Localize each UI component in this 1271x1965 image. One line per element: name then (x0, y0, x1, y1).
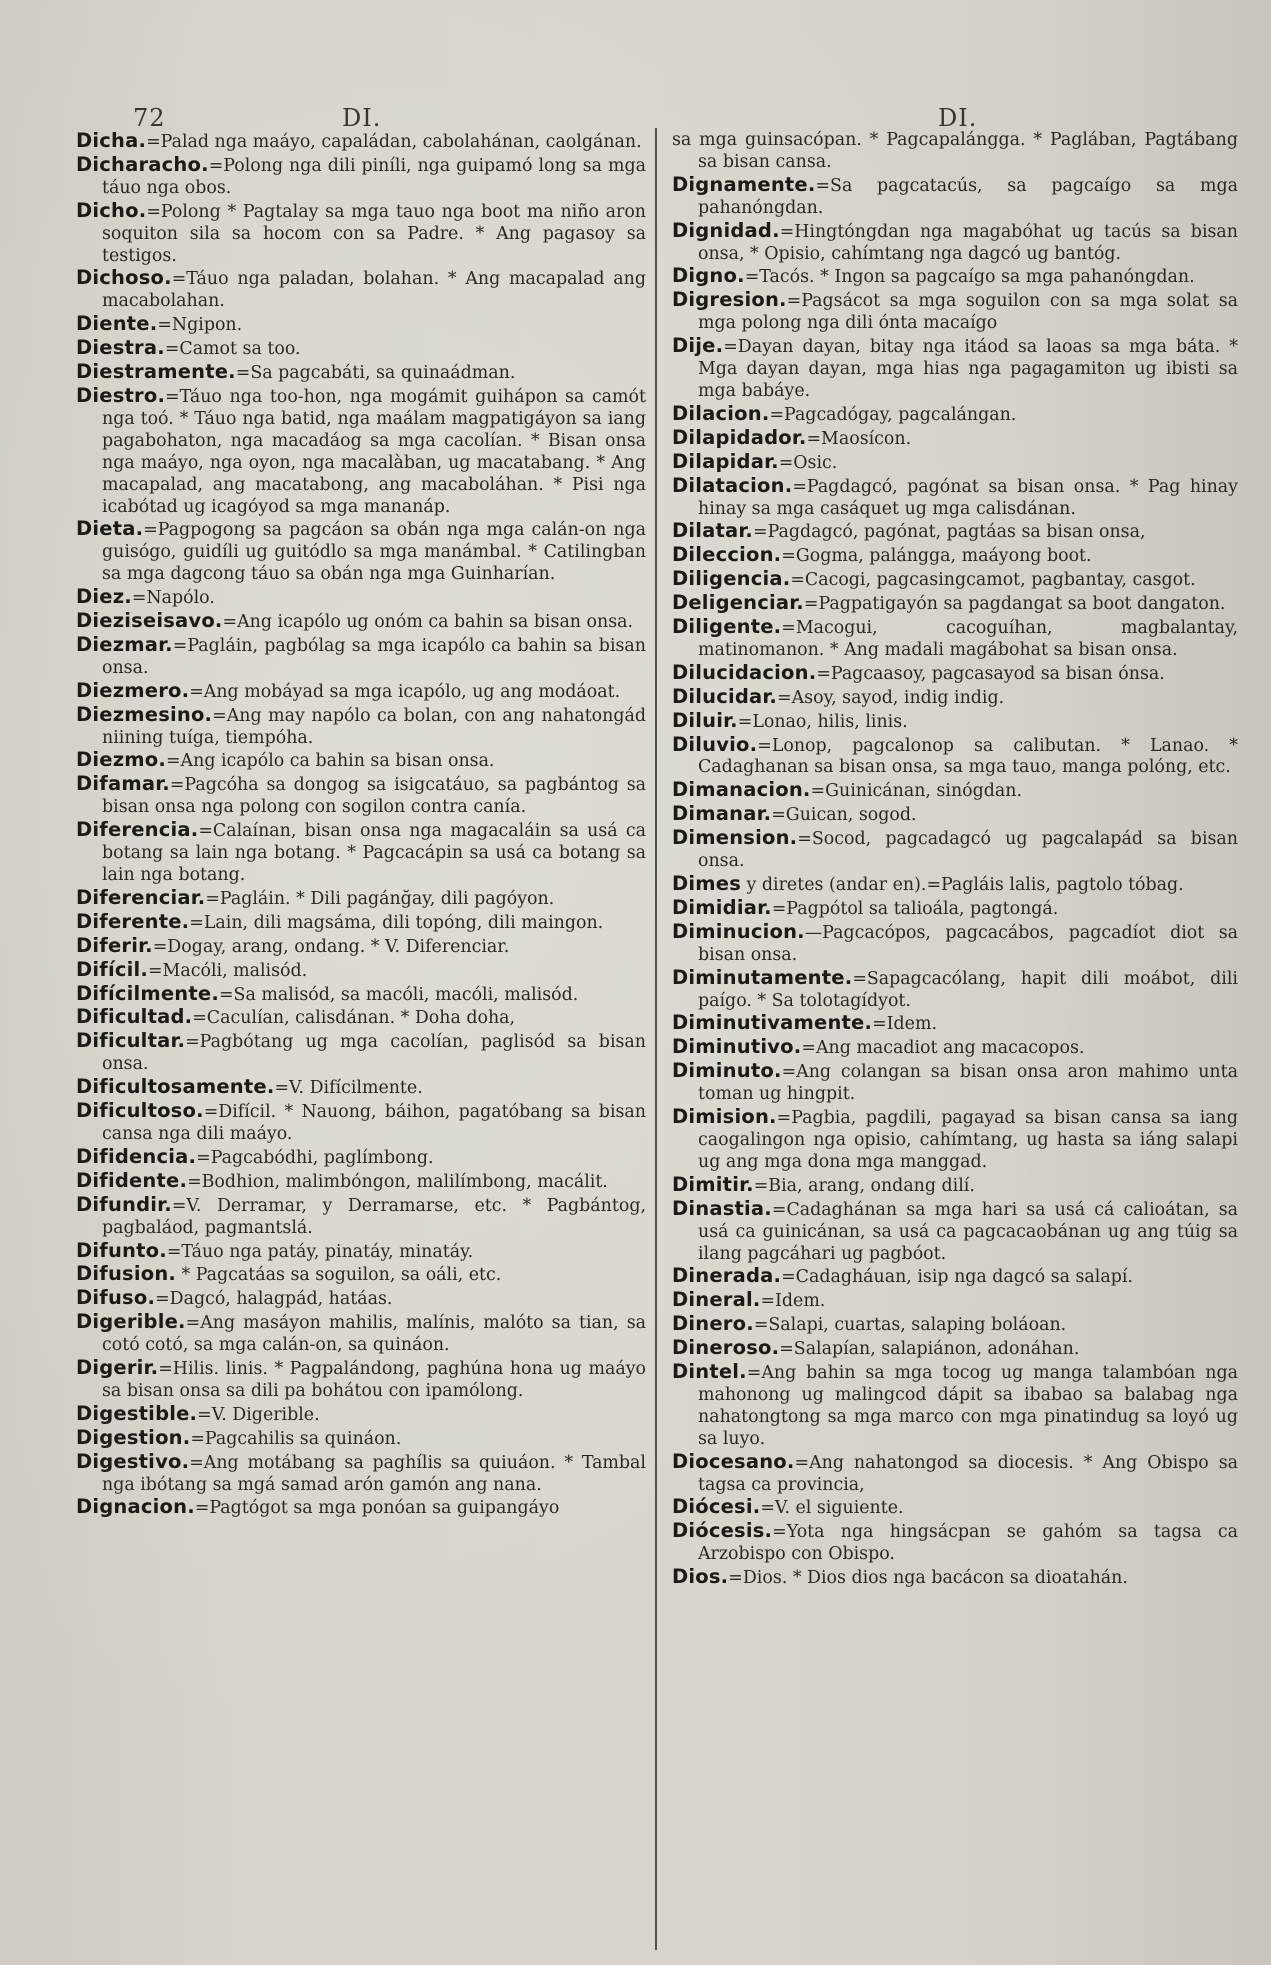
entry-definition: =Dayan dayan, bitay nga itáod sa laoas sa mga báta. * Mga dayan dayan, mga hias nga pagagamiton ug ibisti sa mga babáye. (698, 337, 1238, 401)
entry-definition: =Sa pagcatacús, sa pagcaígo sa mga pahanóngdan. (698, 175, 1238, 218)
entry-headword: Dimes (672, 872, 742, 895)
entry-headword: Diluir. (672, 708, 738, 732)
dictionary-entry (672, 779, 1238, 803)
dictionary-entry (76, 200, 646, 268)
dictionary-entry (76, 1030, 646, 1076)
dictionary-entry (76, 1146, 646, 1170)
entry-definition: =Ang icapólo ca bahin sa bisan onsa. (165, 751, 495, 772)
dictionary-entry (76, 1451, 646, 1497)
entry-definition: =Asoy, sayod, indig indig. (777, 687, 1005, 708)
dictionary-entry (672, 873, 1238, 897)
entry-headword: Difidente. (76, 1168, 188, 1192)
dictionary-entry (672, 921, 1238, 967)
entry-headword: Diminutamente. (672, 965, 853, 989)
entry-headword: Dinerada. (672, 1264, 782, 1288)
entry-headword: Digresion. (672, 288, 787, 312)
entry-definition: =Pagcaasoy, pagcasayod sa bisan ónsa. (816, 663, 1165, 684)
entry-definition: =Caculían, calisdánan. * Doha doha, (192, 1008, 516, 1029)
dictionary-entry (76, 1357, 646, 1403)
dictionary-entry (76, 773, 646, 819)
entry-definition: =Pagláin. * Dili pagánğay, dili pagóyon. (205, 888, 555, 909)
entry-headword: Dicha. (76, 129, 147, 152)
dictionary-entry (76, 887, 646, 911)
entry-definition: =Socod, pagcadagcó ug pagcalapád sa bisan onsa. (698, 829, 1238, 872)
entry-definition: =V. el siguiente. (760, 1498, 904, 1519)
entry-headword: Dimidiar. (672, 895, 772, 919)
dictionary-entry (76, 337, 646, 361)
dictionary-entry (672, 1337, 1238, 1361)
entry-headword: Diez. (76, 585, 132, 609)
dictionary-entry (672, 897, 1238, 921)
entry-definition: =Pagcóha sa dongog sa isigcatáuo, sa pagbántog sa bisan onsa nga polong con sogilon contra canía. (102, 775, 646, 818)
dictionary-entry (76, 819, 646, 887)
entry-headword: Dilatar. (672, 519, 754, 543)
entry-headword: Diezmar. (76, 632, 173, 656)
entry-definition: =Sapagcacólang, hapit dili moábot, dili paígo. * Sa tolotagídyot. (698, 968, 1238, 1011)
dictionary-entry (672, 289, 1238, 335)
entry-headword: Diestramente. (76, 360, 236, 384)
entry-definition: =Pagdagcó, pagónat sa bisan onsa. * Pag hinay hinay sa mga casáquet ug mga calisdánan. (698, 476, 1238, 519)
dictionary-entry (76, 130, 646, 154)
entry-headword: Diferenciar. (76, 885, 206, 909)
header-right: DI. (938, 104, 978, 132)
entry-definition: =Macóli, malisód. (147, 960, 308, 981)
entry-definition: =Tacós. * Ingon sa pagcaígo sa mga pahanóngdan. (744, 267, 1195, 288)
entry-headword: Diligente. (672, 615, 782, 639)
entry-headword: Dileccion. (672, 543, 782, 567)
entry-definition: =Dogay, arang, ondang. * V. Diferenciar. (152, 936, 510, 957)
entry-headword: Diferencia. (76, 818, 199, 842)
dictionary-entry (672, 1036, 1238, 1060)
entry-headword: Dilapidar. (672, 449, 779, 473)
dictionary-entry (76, 313, 646, 337)
entry-definition: =Ang macadiot ang macacopos. (801, 1038, 1085, 1059)
entry-definition: =Cadagháuan, isip nga dagcó sa salapí. (781, 1267, 1133, 1288)
entry-definition: =Calaínan, bisan onsa nga magacaláin sa usá ca botang sa lain nga botang. * Pagcacápin sa usá ca botang sa lain nga botang. (102, 821, 646, 885)
dictionary-entry (672, 1265, 1238, 1289)
entry-headword: Dintel. (672, 1360, 747, 1384)
entry-definition: =Pagcabódhi, paglímbong. (196, 1147, 434, 1168)
entry-headword: Dimanar. (672, 802, 772, 826)
entry-definition: =Táuo nga too-hon, nga mogámit guihápon sa camót nga toó. * Táuo nga batid, nga maálam magpatigáyon sa iang pagabohaton, nga macadáog sa mga cacolían. * Bisan onsa nga maáyo, nga oyon, nga macalàban, ug macatabang. * Ang macapalad, ang macatabong, ang macaboláhan. * Pisi nga icabótad ug icagóyod sa mga mananáp. (102, 386, 646, 517)
dictionary-entry (672, 1361, 1238, 1451)
entry-headword: Dieziseisavo. (76, 609, 223, 633)
header-left: DI. (342, 104, 382, 132)
entry-definition: =Lain, dili magsáma, dili topóng, dili maingon. (189, 912, 604, 933)
dictionary-entry (76, 1403, 646, 1427)
entry-definition: =Pagcahilis sa quináon. (190, 1428, 402, 1449)
entry-headword: Deligenciar. (672, 591, 804, 615)
entry-definition: =Salapi, cuartas, salaping boláoan. (753, 1315, 1067, 1336)
entry-headword: Difamar. (76, 772, 170, 796)
entry-definition: =Polong * Pagtalay sa mga tauo nga boot ma niño aron soquiton sila sa hocom con sa Padre. * Ang pagasoy sa testigos. (102, 201, 646, 266)
dictionary-entry (672, 803, 1238, 827)
dictionary-entry (76, 1076, 646, 1100)
entry-headword: Dignidad. (672, 218, 780, 242)
entry-headword: Dificultar. (76, 1029, 186, 1053)
dictionary-entry (672, 1174, 1238, 1198)
entry-definition: =Ang bahin sa mga tocog ug manga talambóan nga mahonong ug malingcod dápit sa ibabao sa balabag nga nahatongtong sa mga marco con mga pinatindug sa loyó ug sa luyo. (698, 1363, 1238, 1449)
entry-definition: =Dios. * Dios dios nga bacácon sa dioatahán. (728, 1568, 1128, 1589)
entry-definition: =Gogma, palángga, maáyong boot. (781, 546, 1092, 567)
dictionary-entry (672, 544, 1238, 568)
entry-headword: Dilucidar. (672, 684, 778, 708)
dictionary-entry (672, 174, 1238, 220)
entry-definition: =Pagláin, pagbólag sa mga icapólo ca bahin sa bisan onsa. (102, 635, 646, 678)
entry-headword: Diferente. (76, 909, 190, 933)
entry-definition: =V. Digerible. (197, 1404, 320, 1425)
dictionary-entry (76, 1006, 646, 1030)
entry-headword: Difidencia. (76, 1144, 197, 1168)
dictionary-entry (672, 662, 1238, 686)
entry-headword: Difuso. (76, 1286, 156, 1310)
entry-headword: Diminucion. (672, 919, 805, 943)
entry-headword: Digno. (672, 264, 745, 288)
entry-headword: Difundir. (76, 1192, 172, 1216)
entry-definition: =Pagbia, pagdili, pagayad sa bisan cansa sa iang caogalingon nga opisio, cahímtang, ug hasta sa iáng salapi ug ang mga dona mga manggad. (698, 1108, 1238, 1172)
entry-headword: Dilucidacion. (672, 660, 817, 684)
column-divider (655, 128, 657, 1950)
dictionary-entry (76, 361, 646, 385)
entry-headword: Diocesano. (672, 1449, 795, 1473)
entry-headword: Dineroso. (672, 1336, 780, 1360)
dictionary-entry (672, 710, 1238, 734)
entry-headword: Diferir. (76, 933, 153, 957)
dictionary-entry (76, 1263, 646, 1287)
dictionary-entry (76, 935, 646, 959)
entry-headword: Dimension. (672, 826, 798, 850)
entry-headword: Dinastia. (672, 1196, 772, 1220)
entry-definition: =Idem. (872, 1014, 937, 1035)
dictionary-entry (672, 616, 1238, 662)
entry-definition: =Bodhion, malimbóngon, malilímbong, macálit. (187, 1171, 608, 1192)
dictionary-entry (76, 634, 646, 680)
dictionary-entry (76, 1194, 646, 1240)
dictionary-entry (76, 385, 646, 518)
entry-definition: =Guican, sogod. (771, 805, 917, 826)
entry-headword: Digerible. (76, 1310, 186, 1334)
entry-definition: =Sa pagcabáti, sa quinaádman. (235, 363, 516, 384)
dictionary-entry (672, 1012, 1238, 1036)
dictionary-entry (672, 1566, 1238, 1590)
dictionary-entry (672, 1060, 1238, 1106)
dictionary-entry (76, 749, 646, 773)
entry-headword: Dije. (672, 334, 724, 358)
dictionary-entry (672, 475, 1238, 521)
entry-headword: Dificultad. (76, 1005, 193, 1029)
entry-headword: Dilapidador. (672, 425, 807, 449)
dictionary-entry (76, 1427, 646, 1451)
entry-definition: =Idem. (760, 1291, 826, 1312)
entry-definition: =Palad nga maáyo, capaládan, cabolahánan, caolgánan. (146, 132, 642, 152)
entry-headword: Dimitir. (672, 1172, 754, 1196)
dictionary-entry (76, 911, 646, 935)
entry-definition: =Ang may napólo ca bolan, con ang nahatongád niining tuíga, tiempóha. (102, 705, 646, 748)
dictionary-entry (672, 130, 1238, 174)
entry-headword: Digestion. (76, 1425, 191, 1449)
entry-definition: =Táuo nga paladan, bolahan. * Ang macapalad ang macabolahan. (102, 269, 646, 312)
entry-definition: sa mga guinsacópan. * Pagcapalángga. * Paglában, Pagtábang sa bisan cansa. (672, 130, 1238, 172)
entry-definition: =V. Derramar, y Derramarse, etc. * Pagbántog, pagbaláod, pagmantslá. (102, 1195, 646, 1238)
entry-definition: =Sa malisód, sa macóli, macóli, malisód. (218, 984, 579, 1005)
entry-definition: =Pagsácot sa mga soguilon con sa mga solat sa mga polong nga dili ónta macaígo (698, 291, 1238, 334)
entry-definition: =Ang icapólo ug onóm ca bahin sa bisan onsa. (222, 612, 634, 633)
dictionary-entry (76, 267, 646, 313)
entry-definition: =Salapían, salapiánon, adonáhan. (779, 1339, 1080, 1360)
entry-headword: Diminutivo. (672, 1035, 802, 1059)
right-column (672, 130, 1238, 1590)
entry-headword: Dichoso. (76, 266, 172, 290)
entry-definition: =Difícil. * Nauong, báihon, pagatóbang sa bisan cansa nga dili maáyo. (102, 1102, 646, 1144)
dictionary-entry (76, 586, 646, 610)
dictionary-entry (672, 1451, 1238, 1497)
entry-headword: Dificultoso. (76, 1099, 204, 1123)
entry-definition: =Napólo. (131, 588, 215, 609)
entry-headword: Diente. (76, 312, 158, 336)
entry-definition: =Pagtógot sa mga ponóan sa guipangáyo (194, 1498, 560, 1519)
entry-definition: =Pagpatigayón sa pagdangat sa boot dangaton. (803, 594, 1226, 615)
entry-headword: Diestra. (76, 336, 165, 360)
entry-definition: =Ang colangan sa bisan onsa aron mahimo unta toman ug hingpit. (698, 1062, 1238, 1105)
entry-definition: =Cadaghánan sa mga hari sa usá cá calioátan, sa usá ca guinicánan, sa usá ca pagcacaobánan ug ang túig sa ilang pagcáhari ug pagbóot. (698, 1199, 1238, 1264)
entry-headword: Dignacion. (76, 1495, 195, 1519)
entry-headword: Dinero. (672, 1312, 754, 1336)
entry-headword: Dignamente. (672, 172, 816, 196)
dictionary-entry (76, 154, 646, 200)
entry-headword: Diminutivamente. (672, 1011, 873, 1035)
dictionary-entry (76, 1240, 646, 1264)
entry-definition: =Polong nga dili piníli, nga guipamó long sa mga táuo nga obos. (102, 155, 646, 198)
entry-headword: Digerir. (76, 1356, 159, 1380)
dictionary-entry (672, 1520, 1238, 1566)
left-column (76, 130, 646, 1520)
dictionary-entry (672, 592, 1238, 616)
dictionary-entry (672, 520, 1238, 544)
dictionary-entry (76, 1170, 646, 1194)
dictionary-entry (672, 265, 1238, 289)
entry-headword: Diligencia. (672, 567, 791, 591)
entry-definition: =Hilis. linis. * Pagpalándong, paghúna hona ug maáyo sa bisan onsa sa dili pa bohátou con ipamólong. (102, 1359, 646, 1401)
entry-definition: =Camot sa too. (164, 339, 301, 360)
entry-headword: Dilacion. (672, 401, 770, 425)
entry-headword: Diezmesino. (76, 702, 213, 726)
entry-definition: =Táuo nga patáy, pinatáy, minatáy. (166, 1241, 474, 1262)
entry-definition: =Dagcó, halagpád, hatáas. (155, 1289, 393, 1310)
entry-definition: =Pagpogong sa pagcáon sa obán nga mga calán-on nga guisógo, guidíli ug guitódlo sa mga manámbal. * Catilingban sa mga dagcong táuo sa obán nga mga Guinharían. (102, 520, 646, 585)
entry-definition: =V. Difícilmente. (274, 1078, 423, 1099)
dictionary-entry (672, 335, 1238, 403)
dictionary-entry (672, 686, 1238, 710)
dictionary-entry (76, 518, 646, 586)
entry-headword: Dieta. (76, 517, 144, 541)
dictionary-entry (672, 1106, 1238, 1174)
entry-definition: =Ngipon. (157, 315, 243, 336)
entry-definition: =Cacogi, pagcasingcamot, pagbantay, casgot. (790, 570, 1196, 591)
dictionary-entry (76, 1496, 646, 1520)
dictionary-entry (672, 1313, 1238, 1337)
entry-definition: y diretes (andar en).=Pagláis lalis, pagtolo tóbag. (741, 875, 1184, 895)
entry-headword: Diestro. (76, 383, 166, 407)
dictionary-entry (76, 1100, 646, 1146)
dictionary-entry (672, 827, 1238, 873)
entry-definition: =Bia, arang, ondang dilí. (753, 1175, 975, 1196)
entry-headword: Dineral. (672, 1288, 761, 1312)
entry-definition: =Lonop, pagcalonop sa calibutan. * Lanao. * Cadaghanan sa bisan onsa, sa mga tauo, manga polóng, etc. (698, 735, 1238, 778)
entry-headword: Diócesi. (672, 1495, 761, 1519)
entry-headword: Dificultosamente. (76, 1075, 275, 1099)
dictionary-entry (672, 568, 1238, 592)
entry-headword: Dimision. (672, 1105, 777, 1129)
entry-definition: =Guinicánan, sinógdan. (810, 781, 1022, 802)
dictionary-entry (672, 1289, 1238, 1313)
entry-headword: Diluvio. (672, 732, 758, 756)
dictionary-entry (672, 967, 1238, 1013)
dictionary-entry (76, 704, 646, 750)
entry-headword: Dicharacho. (76, 152, 209, 176)
entry-definition: =Pagdagcó, pagónat, pagtáas sa bisan onsa, (753, 522, 1146, 543)
entry-headword: Difícil. (76, 957, 148, 981)
dictionary-entry (672, 734, 1238, 780)
entry-definition: =Pagbótang ug mga cacolían, paglisód sa bisan onsa. (102, 1032, 646, 1075)
entry-headword: Difícilmente. (76, 981, 219, 1005)
entry-definition: =Hingtóngdan nga magabóhat ug tacús sa bisan onsa, * Opisio, cahímtang nga dagcó ug bantóg. (698, 221, 1238, 264)
entry-headword: Difunto. (76, 1238, 167, 1262)
entry-definition: =Pagcadógay, pagcalángan. (769, 404, 1017, 425)
entry-headword: Digestivo. (76, 1449, 190, 1473)
dictionary-entry (672, 427, 1238, 451)
dictionary-entry (672, 1198, 1238, 1266)
entry-headword: Difusion. (76, 1262, 177, 1286)
entry-definition: =Ang masáyon mahilis, malínis, malóto sa tian, sa cotó cotó, sa mga calán-on, sa quináon. (102, 1313, 646, 1356)
entry-definition: —Pagcacópos, pagcacábos, pagcadíot diot sa bisan onsa. (698, 922, 1238, 965)
dictionary-entry (76, 1287, 646, 1311)
dictionary-entry (76, 680, 646, 704)
dictionary-entry (76, 959, 646, 983)
entry-definition: =Maosícon. (806, 428, 912, 449)
entry-definition: =Yota nga hingsácpan se gahóm sa tagsa ca Arzobispo con Obispo. (698, 1522, 1238, 1565)
entry-headword: Dimanacion. (672, 778, 811, 802)
entry-definition: =Ang nahatongod sa diocesis. * Ang Obispo sa tagsa ca provincia, (698, 1452, 1238, 1495)
dictionary-entry (76, 983, 646, 1007)
entry-headword: Dilatacion. (672, 473, 793, 497)
page-number: 72 (133, 104, 166, 132)
entry-definition: * Pagcatáas sa soguilon, sa oáli, etc. (176, 1265, 502, 1286)
entry-definition: =Ang mobáyad sa mga icapólo, ug ang modáoat. (189, 681, 621, 702)
entry-headword: Diezmero. (76, 678, 190, 702)
dictionary-entry (672, 1496, 1238, 1520)
entry-headword: Digestible. (76, 1401, 198, 1425)
dictionary-entry (672, 220, 1238, 266)
dictionary-entry (672, 451, 1238, 475)
entry-headword: Diezmo. (76, 748, 166, 772)
entry-definition: =Lonao, hilis, linis. (737, 711, 908, 732)
entry-definition: =Ang motábang sa paghílis sa quiuáon. * Tambal nga ibótang sa mgá samad arón gamón ang nana. (102, 1452, 646, 1495)
entry-headword: Dicho. (76, 198, 147, 222)
entry-headword: Dios. (672, 1565, 729, 1589)
dictionary-entry (76, 610, 646, 634)
entry-definition: =Macogui, cacoguíhan, magbalantay, matinomanon. * Ang madali magábohat sa bisan onsa. (698, 618, 1238, 660)
entry-headword: Diócesis. (672, 1519, 773, 1543)
entry-definition: =Pagpótol sa talioála, pagtongá. (771, 898, 1059, 919)
dictionary-entry (76, 1311, 646, 1357)
dictionary-entry (672, 403, 1238, 427)
entry-headword: Diminuto. (672, 1059, 782, 1083)
entry-definition: =Osic. (778, 452, 838, 473)
